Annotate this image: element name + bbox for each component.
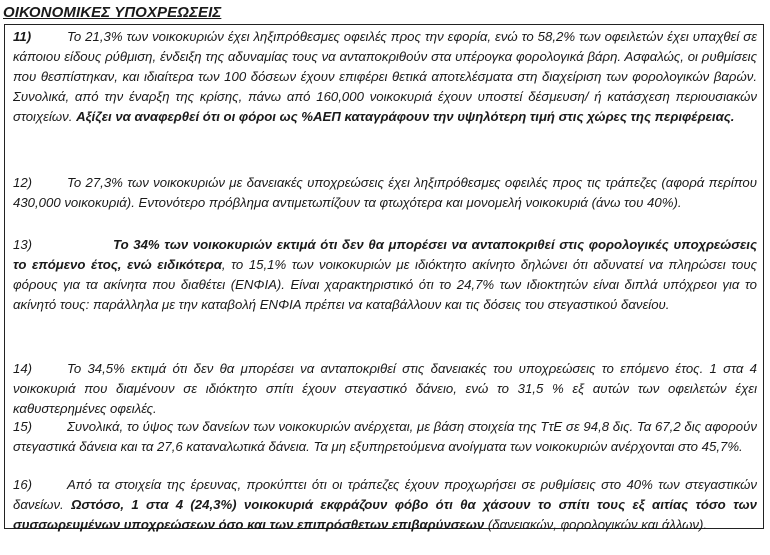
list-item-14	[13, 359, 757, 419]
item-number: 11)	[13, 29, 32, 44]
item-tail: (δανειακών, φορολογικών και άλλων).	[484, 517, 708, 532]
list-item-16	[13, 475, 757, 555]
item-text: Συνολικά, το ύψος των δανείων των νοικοκυριών ανέρχεται, με βάση στοιχεία της ΤτΕ σε 94,8 δις. Τα 67,2 δις αφορούν στεγαστικά δάνεια και τα 27,6 καταναλωτικά δάνεια. Τα μη εξυπηρετούμενα ανοίγματα των νοικοκυριών ανέρχονται στο 45,7%.	[13, 419, 757, 454]
item-text: Το 21,3% των νοικοκυριών έχει ληξιπρόθεσμες οφειλές προς την εφορία, ενώ το 58,2% των οφειλετών έχει υπαχθεί σε κάποιου είδους ρύθμιση, ένδειξη της αδυναμίας τους να ανταποκριθούν στα υπέρογκα φορολογικά βάρη. Ασφαλώς, οι ρυθμίσεις που θεσπίστηκαν, και ιδιαίτερα των 100 δόσεων έχουν επιφέρει θετικά αποτελέσματα στη διαχείριση των φορολογικών βαρών. Συνολικά, από την έναρξη της κρίσης, πάνω από 160,000 νοικοκυριά έχουν υποστεί δέσμευση/ ή κατάσχεση περιουσιακών στοιχείων.	[13, 29, 757, 124]
item-number: 12)	[13, 175, 33, 190]
item-number: 16)	[13, 477, 33, 492]
list-item-11	[13, 27, 757, 167]
list-item-15	[13, 417, 757, 477]
item-text: Το 27,3% των νοικοκυριών με δανειακές υποχρεώσεις έχει ληξιπρόθεσμες οφειλές προς τις τράπεζες (αφορά περίπου 430,000 νοικοκυριά). Εντονότερο πρόβλημα αντιμετωπίζουν τα φτωχότερα και μονομελή νοικοκυριά (άνω του 40%).	[13, 175, 757, 210]
item-text: Από τα στοιχεία της έρευνας, προκύπτει ότι οι τράπεζες έχουν προχωρήσει σε ρυθμίσεις στο 40% των στεγαστικών δανείων.	[13, 477, 757, 512]
item-text: Το 34,5% εκτιμά ότι δεν θα μπορέσει να ανταποκριθεί στις δανειακές του υποχρεώσεις το επόμενο έτος. 1 στα 4 νοικοκυριά που διαμένουν σε ιδιόκτητο σπίτι έχουν στεγαστικό δάνειο, ενώ το 31,5 % εξ αυτών των οφειλετών έχει καθυστερημένες οφειλές.	[13, 361, 757, 416]
item-highlight: Ωστόσο, 1 στα 4 (24,3%) νοικοκυριά εκφράζουν φόβο ότι θα χάσουν το σπίτι τους εξ αιτίας τόσο των συσσωρευμένων υποχρεώσεων όσο και των επιπρόσθετων επιβαρύνσεων	[13, 497, 757, 532]
list-item-12	[13, 173, 757, 233]
item-number: 15)	[13, 419, 33, 434]
section-heading: ΟΙΚΟΝΟΜΙΚΕΣ ΥΠΟΧΡΕΩΣΕΙΣ	[3, 4, 222, 21]
obligations-box	[4, 24, 764, 532]
item-number: 14)	[13, 361, 33, 376]
item-text: , το 15,1% των νοικοκυριών με ιδιόκτητο ακίνητο δηλώνει ότι αδυνατεί να πληρώσει τους φόρους για τα ακίνητα που διαθέτει (ΕΝΦΙΑ). Είναι χαρακτηριστικό ότι το 24,7% των ιδιοκτητών είναι διπλά υπόχρεοι για το ακίνητό τους: παράλληλα με την καταβολή ΕΝΦΙΑ πρέπει να καταβάλλουν και τις δόσεις του στεγαστικού δανείου.	[13, 257, 757, 312]
item-highlight: Το 34% των νοικοκυριών εκτιμά ότι δεν θα μπορέσει να ανταποκριθεί στις φορολογικές υποχρεώσεις το επόμενο έτος, ενώ ειδικότερα	[13, 237, 757, 272]
item-number: 13)	[13, 237, 33, 252]
item-highlight: Αξίζει να αναφερθεί ότι οι φόροι ως %ΑΕΠ καταγράφουν την υψηλότερη τιμή στις χώρες της περιφέρειας.	[76, 109, 735, 124]
list-item-13	[13, 235, 757, 355]
